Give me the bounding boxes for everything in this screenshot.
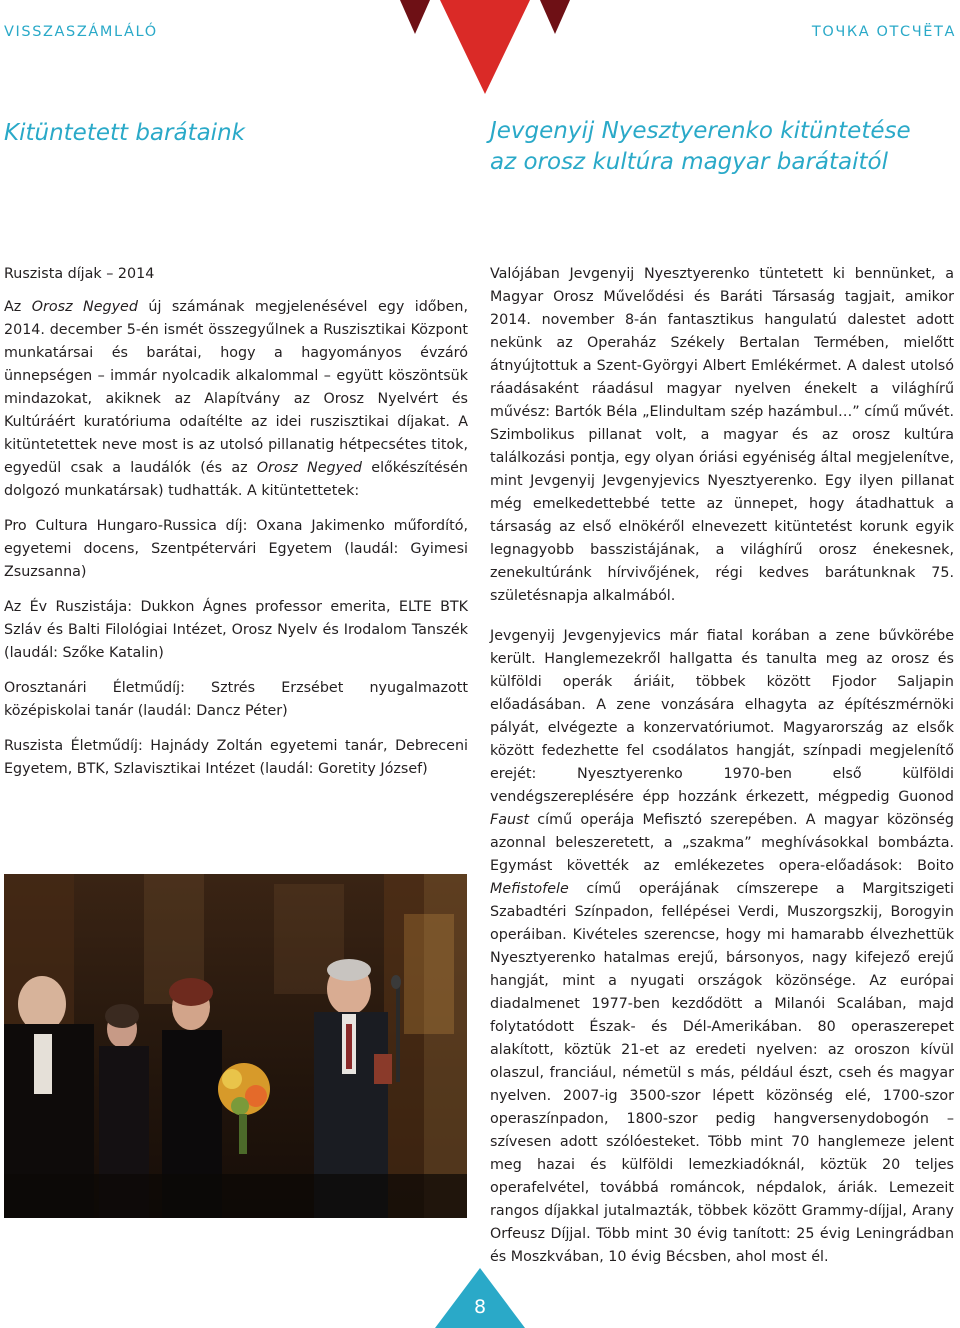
award-name: Pro Cultura Hungaro-Russica díj [4, 518, 243, 534]
award-item [4, 677, 468, 723]
intro-text-2: új számának megjelenésével egy időben, 2014. december 5-én ismét összegyűlnek a Ruszisztikai Központ munkatársai és barátai, hogy a hagyományos évzáró ünnepségen – immár nyolcadik alkalommal – együtt köszöntsük mindazokat, akiknek az Alapítvány az Orosz Nyelvért és Kultúráért kuratóriuma odaítélte az idei ruszisztikai díjakat. A kitüntetettek neve most is az utolsó pillanatig hétpecsétes titok, egyedül csak a laudálók (és az [4, 299, 468, 476]
award-text: : Oxana Jakimenko műfordító, egyetemi docens, Szentpétervári Egyetem (laudál: Gyimesi Zsuzsanna) [4, 518, 468, 580]
intro-text-1: Az [4, 299, 32, 315]
right-text-c: című operájának címszerepe a Margitszigeti Szabadtéri Színpadon, fellépései Verdi, Muszorgszkij, Borogyin operáiban. Kivételes szerencse, hogy mi hamarabb élvezhettük Nyesztyerenko hatalmas erejű, bársonyos, nagy kifejező erejű hangját, mint a nyugati országok közönsége. Az európai diadalmenet 1977-ben kezdődött a Milanói Scalában, majd folytatódott Észak- és Dél-Amerikában. 80 operaszerepet alakított, köztük 21-et az eredeti nyelven: az oroszon kívül olaszul, franciául, németül s más, például észt, cseh és magyar nyelven. 2007-ig 3500-szor lépett közönség elé, 1700-szor operaszínpadon, 1800-szor pedig hangversenydobogón – szívesen adott szólóesteket. Több mint 70 hanglemeze jelent meg hazai és külföldi lemezkiadóknál, köztük 20 teljes operafelvétel, továbbá románcok, népdalok, áriák. Lemezeit rangos díjakkal jutalmazták, többek között Grammy-díjjal, Arany Orfeusz Díjjal. Több mint 30 évig tanított: 25 évig Leningrádban és Moszkvában, 10 évig Bécsben, ahol most él. [490, 881, 954, 1265]
decorative-triangles [400, 0, 570, 100]
right-text-a: Jevgenyij Jevgenyjevics már fiatal korában a zene bűvkörébe került. Hanglemezekről hallgatta és tanulta meg az orosz és külföldi operák áriáit, többek között Fjodor Saljapin előadásában. A zene vonzására elhagyta az építészmérnöki pályát, elvégezte a konzervatóriumot. Magyarország az elsők között fedezhette fel csodálatos hangját, színpadi megjelenítő erejét: Nyesztyerenko 1970-ben első külföldi vendégszereplésére épp hozzánk érkezett, mégpedig Guonod [490, 628, 954, 805]
ceremony-photo-illustration [4, 874, 467, 1218]
award-name: Orosztanári Életműdíj [4, 680, 181, 696]
right-italic-faust: Faust [490, 812, 530, 828]
right-column [490, 263, 954, 1269]
intro-italic-1: Orosz Negyed [31, 299, 138, 315]
right-paragraph-2 [490, 625, 954, 1269]
award-item [4, 596, 468, 665]
red-triangle [440, 0, 530, 94]
right-paragraph-1: Valójában Jevgenyij Nyesztyerenko tüntetett ki bennünket, a Magyar Orosz Művelődési és Baráti Társaság tagjait, amikor 2014. november 8-án fantasztikus hangulatú dalestet adott nekünk az Operaház Székely Bertalan Termében, mielőtt átnyújtottuk a Szent-Györgyi Albert Emlékérmet. A dalest utolsó ráadásaként ráadásul magyar nyelven énekelt a világhírű művész: Bartók Béla „Elindultam szép hazámbul…” című művét. Szimbolikus pillanat volt, a magyar és az orosz kultúra találkozási pontja, egy olyan óriási egyéniség által megjelenítve, mint Jevgenyij Jevgenyjevics Nyesztyerenko. Egy ilyen pillanat még emelkedettebbé tette az ünnepet, hogy átadhattuk a társaság az első elnökéről elnevezett kitüntetést korunk egyik legnagyobb basszistájának, a világhírű orosz énekesnek, zenekultúránk hírvivőjének, régi kedves barátunknak 75. születésnapja alkalmából. [490, 266, 954, 604]
section-label-russian: ТОЧКА ОТСЧЁТА [811, 24, 956, 40]
article-title-left: Kitüntetett barátaink [4, 120, 245, 146]
article-title-right-line2: az orosz kultúra magyar barátaitól [490, 149, 888, 175]
page-number: 8 [473, 1296, 487, 1318]
intro-text-3: előkészítésén dolgozó munkatársak) tudhatták. A kitüntettetek: [4, 460, 468, 499]
award-name: Az Év Ruszistája [4, 599, 128, 615]
right-text-b: című operája Mefisztó szerepében. A magyar közönség azonnal beleszeretett, a „szakma” meghívásokkal bombázta. Egymást követték az emlékezetes opera-előadások: Boito [490, 812, 954, 874]
award-item [4, 735, 468, 781]
subtitle: Ruszista díjak – 2014 [4, 266, 155, 282]
right-italic-mefistofele: Mefistofele [490, 881, 569, 897]
dark-red-triangle-right [540, 0, 570, 34]
intro-paragraph [4, 296, 468, 503]
ceremony-photo [4, 874, 467, 1218]
award-text: : Dukkon Ágnes professor emerita, ELTE BTK Szláv és Balti Filológiai Intézet, Orosz Nyelv és Irodalom Tanszék (laudál: Szőke Katalin) [4, 599, 468, 661]
award-item [4, 515, 468, 584]
intro-italic-2: Orosz Negyed [256, 460, 362, 476]
award-name: Ruszista Életműdíj [4, 738, 138, 754]
award-text: : Hajnády Zoltán egyetemi tanár, Debreceni Egyetem, BTK, Szlavisztikai Intézet (laudál: Goretity József) [4, 738, 468, 777]
article-title-right [490, 116, 950, 178]
award-text: : Sztrés Erzsébet nyugalmazott középiskolai tanár (laudál: Dancz Péter) [4, 680, 469, 719]
article-title-right-line1: Jevgenyij Nyesztyerenko kitüntetése [490, 118, 911, 144]
section-label-hungarian: VISSZASZÁMLÁLÓ [4, 24, 158, 40]
left-column [4, 263, 468, 781]
dark-red-triangle [400, 0, 430, 34]
